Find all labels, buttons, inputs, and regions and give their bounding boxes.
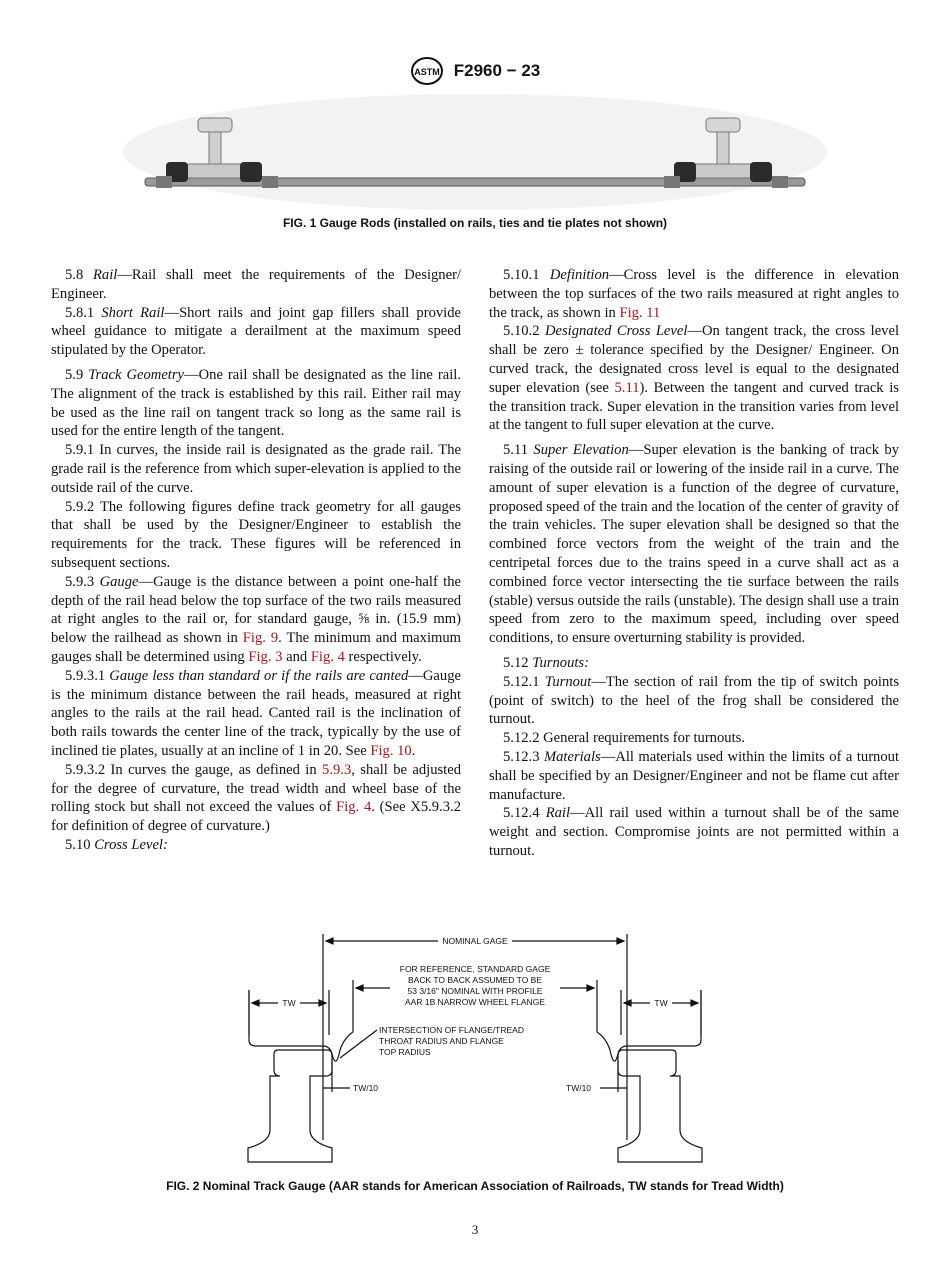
- para-5-12-2: 5.12.2 General requirements for turnouts.: [503, 730, 745, 747]
- svg-text:TW: TW: [282, 998, 296, 1008]
- para-5-9-3: 5.9.3 Gauge—Gauge is the distance between a point one-half the depth of the rail head below the top surface of the two rails measured at right angles to the rail or, for standard gauge, ⅝ in. (15.9 mm) below the railhead as shown in Fig. 9. The minimum and maximum gauges shall be determined using Fig. 3 and Fig. 4 respectively.: [51, 573, 461, 665]
- para-5-12: 5.12 Turnouts:: [503, 654, 589, 671]
- gauge-rod-figure: [120, 92, 830, 212]
- para-5-11: 5.11 Super Elevation—Super elevation is the banking of track by raising of the outside rail or lowering of the inside rail in a curve. The amount of super elevation is a function of the degree of curvature, proposed speed of the train and the location of the center of gravity of the train vehicles. The super elevation shall be designed so that the combined force vectors from the weight of the train and the centripetal forces due to the trains speed in a curve shall act as a combined force vector intersecting the tie surface between the rails (stable) versus outside the rails (unstable). The design shall use a train speed from zero to the maximum speed, including over speed conditions, to ensure overturning stability is provided.: [489, 442, 900, 647]
- page-header: [0, 56, 950, 86]
- svg-text:TW/10: TW/10: [353, 1083, 379, 1093]
- svg-text:TW: TW: [654, 998, 668, 1008]
- link-fig-9[interactable]: Fig. 9: [242, 630, 279, 647]
- link-fig-4[interactable]: Fig. 4: [310, 648, 345, 665]
- para-5-10: 5.10 Cross Level:: [65, 836, 168, 853]
- svg-text:BACK TO BACK ASSUMED TO BE: BACK TO BACK ASSUMED TO BE: [408, 975, 542, 985]
- svg-text:53 3/16" NOMINAL WITH PROFILE: 53 3/16" NOMINAL WITH PROFILE: [407, 986, 543, 996]
- para-5-8-1: 5.8.1 Short Rail—Short rails and joint gap fillers shall provide wheel guidance to mitigate a derailment at the maximum speed stipulated by the Operator.: [51, 304, 462, 359]
- link-fig-3[interactable]: Fig. 3: [248, 648, 283, 665]
- para-5-9-1: 5.9.1 In curves, the inside rail is designated as the grade rail. The grade rail is the reference from which super-elevation is applied to the outside rail of the curve.: [51, 442, 461, 496]
- page-number: 3: [471, 1222, 479, 1237]
- para-5-10-2: 5.10.2 Designated Cross Level—On tangent track, the cross level shall be zero ± tolerance specified by the Designer/ Engineer. On curved track, the designated cross level is equal to the designated super elevation (see 5.11). Between the tangent and curved track is the transition track. Super elevation in the transition varies from level at the tangent to full super elevation at the curve.: [489, 323, 900, 434]
- para-5-12-3: 5.12.3 Materials—All materials used within the limits of a turnout shall be specified by an Designer/Engineer and not be flame cut after manufacture.: [489, 748, 899, 803]
- figure2-caption: FIG. 2 Nominal Track Gauge (AAR stands for American Association of Railroads, TW stands for Tread Width): [166, 1179, 784, 1193]
- figure1-caption: FIG. 1 Gauge Rods (installed on rails, ties and tie plates not shown): [282, 216, 668, 230]
- para-5-12-1: 5.12.1 Turnout—The section of rail from the tip of switch points (point of switch) to the heel of the frog shall be considered the turnout.: [489, 673, 899, 728]
- svg-text:TW/10: TW/10: [566, 1083, 592, 1093]
- link-fig-10[interactable]: Fig. 10: [370, 742, 412, 759]
- svg-text:FOR REFERENCE, STANDARD GAGE: FOR REFERENCE, STANDARD GAGE: [399, 964, 551, 974]
- nominal-gage-label: NOMINAL GAGE: [442, 936, 508, 946]
- link-fig-4b[interactable]: Fig. 4: [336, 799, 372, 816]
- para-5-9-3-2: 5.9.3.2 In curves the gauge, as defined in 5.9.3, shall be adjusted for the degree of curvature, the tread width and wheel base of the rolling stock but shall not exceed the values of Fig. 4. (See X5.9.3.2 for definition of degree of curvature.): [51, 761, 461, 835]
- para-5-9-3-1: 5.9.3.1 Gauge less than standard or if the rails are canted—Gauge is the minimum distance between the rail heads, measured at right angles to the rails at the rail head. Canted rail is the inclination of both rails towards the center line of the track, typically by the use of inclined tie plates, usually at an incline of 1 in 20. See Fig. 10.: [51, 667, 461, 759]
- document-code: F2960 − 23: [453, 61, 541, 80]
- link-5-9-3[interactable]: 5.9.3: [322, 761, 352, 778]
- para-5-9: 5.9 Track Geometry—One rail shall be designated as the line rail. The alignment of the track is established by this rail. Either rail may be used as the line rail on tangent track so long as the same rail is used for the entire length of the tangent.: [51, 366, 461, 440]
- para-5-10-1: 5.10.1 Definition—Cross level is the difference in elevation between the top surfaces of the two rails measured at right angles to the track, as shown in Fig. 11: [489, 267, 899, 321]
- link-fig-11[interactable]: Fig. 11: [619, 304, 661, 321]
- link-5-11[interactable]: 5.11: [614, 379, 640, 396]
- para-5-12-4: 5.12.4 Rail—All rail used within a turnout shall be of the same weight and section. Compromise joints are not permitted within a turnout.: [489, 805, 899, 859]
- para-5-8: 5.8 Rail—Rail shall meet the requirements of the Designer/ Engineer.: [51, 267, 461, 302]
- left-column: [51, 266, 461, 855]
- svg-text:TOP RADIUS: TOP RADIUS: [379, 1047, 431, 1057]
- nominal-track-gauge-figure: [240, 930, 710, 1178]
- svg-text:THROAT RADIUS AND FLANGE: THROAT RADIUS AND FLANGE: [379, 1036, 504, 1046]
- svg-text:INTERSECTION OF FLANGE/TREAD: INTERSECTION OF FLANGE/TREAD: [379, 1025, 524, 1035]
- logo-text: ASTM: [414, 67, 440, 77]
- right-column: [489, 266, 899, 861]
- astm-logo-icon: [410, 56, 444, 86]
- para-5-9-2: 5.9.2 The following figures define track geometry for all gauges that shall be used by the Designer/Engineer to establish the requirements for the track. These figures will be referenced in subsequent sections.: [51, 498, 461, 571]
- svg-text:AAR 1B NARROW WHEEL FLANGE: AAR 1B NARROW WHEEL FLANGE: [405, 997, 545, 1007]
